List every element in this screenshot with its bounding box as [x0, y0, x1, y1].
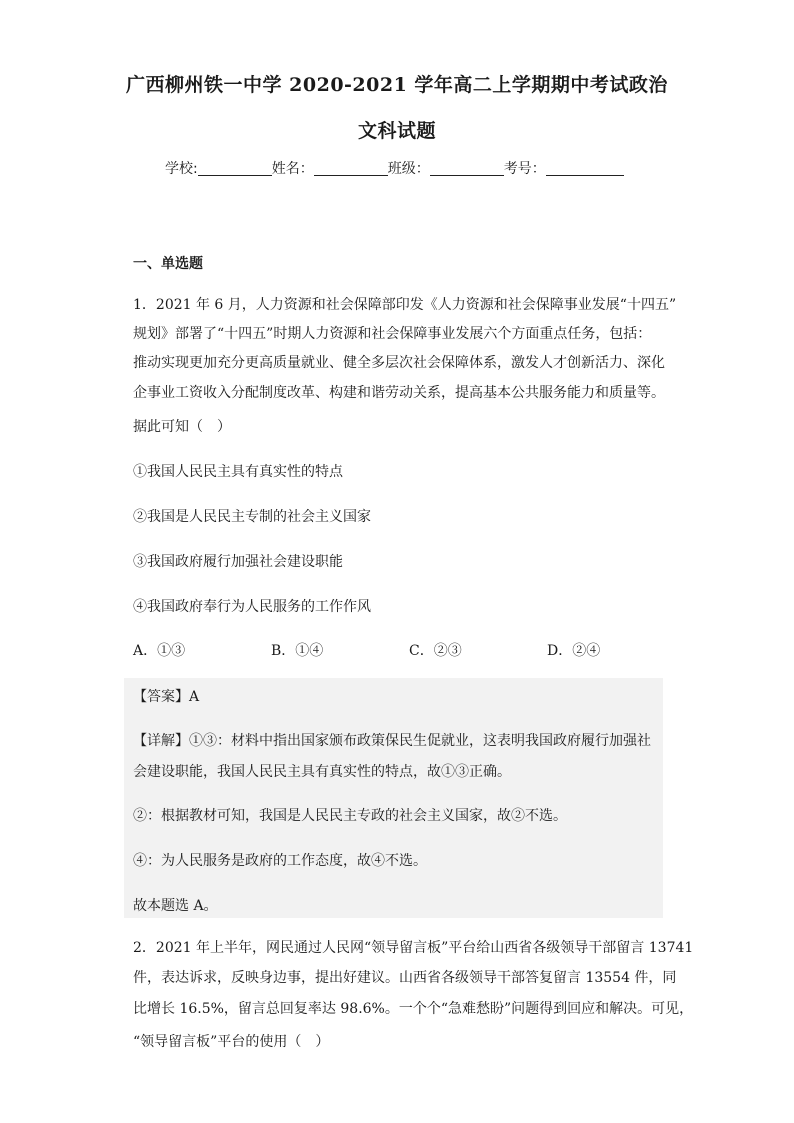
section-heading: 一、单选题 [133, 256, 203, 272]
q1-stem-line: 企事业工资收入分配制度改革、构建和谐劳动关系，提高基本公共服务能力和质量等。 [133, 385, 665, 401]
q2-stem-line: “领导留言板”平台的使用（ ） [133, 1034, 330, 1050]
q1-answer-box [124, 678, 663, 918]
school-label: 学校: [165, 161, 198, 177]
q1-stem-line: 推动实现更加充分更高质量就业、健全多层次社会保障体系，激发人才创新活力、深化 [133, 355, 665, 371]
q1-detail-line: 【详解】①③：材料中指出国家颁布政策保民生促就业，这表明我国政府履行加强社 [133, 733, 651, 749]
option-c[interactable]: C．②③ [409, 643, 462, 659]
option-b[interactable]: B．①④ [271, 643, 324, 659]
q2-stem-line: 2．2021 年上半年，网民通过人民网“领导留言板”平台给山西省各级领导干部留言 13741 [133, 940, 694, 956]
name-blank [314, 161, 388, 176]
exam-title-line1: 广西柳州铁一中学 2020-2021 学年高二上学期期中考试政治 [126, 74, 668, 96]
q2-stem-line: 件，表达诉求，反映身边事，提出好建议。山西省各级领导干部答复留言 13554 件，同 [133, 970, 677, 986]
number-label: 考号： [503, 161, 546, 177]
exam-title-line2: 文科试题 [357, 120, 436, 142]
class-blank [430, 161, 504, 176]
q2-stem-line: 比增长 16.5%，留言总回复率达 98.6%。一个个“急难愁盼”问题得到回应和解决。可见， [133, 1001, 694, 1017]
q1-answer: 【答案】A [133, 689, 200, 705]
class-label: 班级： [387, 161, 430, 177]
q1-detail-line: ④：为人民服务是政府的工作态度，故④不选。 [133, 853, 427, 869]
q1-detail-line: 故本题选 A。 [133, 898, 218, 914]
option-a[interactable]: A．①③ [133, 643, 186, 659]
student-info-line [165, 158, 624, 178]
q1-stem-line: 1．2021 年 6 月，人力资源和社会保障部印发《人力资源和社会保障事业发展“十四五” [133, 297, 677, 313]
q1-detail-line: ②：根据教材可知，我国是人民民主专政的社会主义国家，故②不选。 [133, 808, 567, 824]
school-blank [198, 161, 272, 176]
q1-statement: ①我国人民民主具有真实性的特点 [133, 464, 343, 480]
q1-statement: ④我国政府奉行为人民服务的工作作风 [133, 599, 371, 615]
q1-detail-line: 会建设职能，我国人民民主具有真实性的特点，故①③正确。 [133, 764, 511, 780]
q1-statement: ②我国是人民民主专制的社会主义国家 [133, 509, 371, 525]
q1-stem-line: 规划》部署了“十四五”时期人力资源和社会保障事业发展六个方面重点任务，包括： [133, 326, 652, 342]
name-label: 姓名： [271, 161, 314, 177]
option-d[interactable]: D．②④ [547, 643, 601, 659]
number-blank [546, 161, 624, 176]
q1-stem-line: 据此可知（ ） [133, 419, 231, 435]
q1-statement: ③我国政府履行加强社会建设职能 [133, 554, 343, 570]
